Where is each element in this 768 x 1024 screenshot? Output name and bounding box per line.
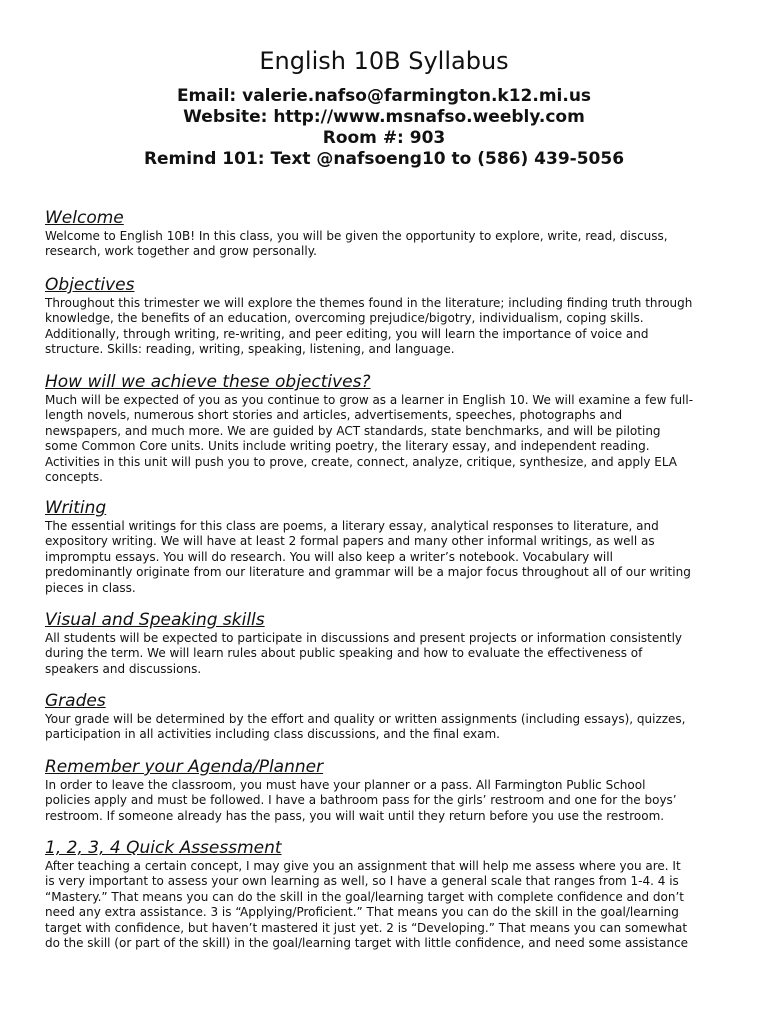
section-agenda-planner xyxy=(45,757,735,824)
section-visual-speaking xyxy=(45,610,735,677)
section-writing xyxy=(45,498,735,596)
email-line: Email: valerie.nafso@farmington.k12.mi.us xyxy=(176,86,592,106)
body-line: The essential writings for this class are poems, a literary essay, analytical responses to literature, and xyxy=(45,519,659,533)
section-grades xyxy=(45,691,735,743)
body-line: knowledge, the benefits of an education, overcoming prejudice/bigotry, individualism, coping skills. xyxy=(45,311,644,326)
body-line: Welcome to English 10B! In this class, you will be given the opportunity to explore, write, read, discuss, xyxy=(45,229,668,243)
section-heading: How will we achieve these objectives? xyxy=(45,372,371,392)
section-body xyxy=(45,859,735,951)
contact-block xyxy=(0,86,768,170)
body-line: Much will be expected of you as you continue to grow as a learner in English 10. We will examine a few full- xyxy=(45,393,694,407)
body-line: After teaching a certain concept, I may give you an assignment that will help me assess where you are. It xyxy=(45,859,681,873)
body-line: newspapers, and much more. We are guided by ACT standards, state benchmarks, and will be piloting xyxy=(45,423,661,438)
body-line: Your grade will be determined by the effort and quality or written assignments (including essays), quizzes, xyxy=(45,712,686,726)
section-body xyxy=(45,393,735,485)
section-body xyxy=(45,519,735,596)
body-line: concepts. xyxy=(45,470,103,485)
body-line: participation in all activities including class discussions, and the final exam. xyxy=(45,727,500,742)
body-line: impromptu essays. You will do research. You will also keep a writer’s notebook. Vocabulary will xyxy=(45,549,613,564)
body-line: policies apply and must be followed. I have a bathroom pass for the girls’ restroom and one for the boys’ xyxy=(45,793,677,808)
section-achieve xyxy=(45,372,735,485)
section-body xyxy=(45,229,735,260)
section-heading: Grades xyxy=(45,691,106,711)
section-heading: Remember your Agenda/Planner xyxy=(45,757,324,777)
body-line: during the term. We will learn rules about public speaking and how to evaluate the effectiveness of xyxy=(45,646,643,661)
section-body xyxy=(45,712,735,743)
body-line: need any extra assistance. 3 is “Applying/Proficient.” That means you can do the skill in the goal/learning xyxy=(45,905,679,920)
body-line: length novels, numerous short stories and articles, advertisements, speeches, photographs and xyxy=(45,408,623,423)
body-line: restroom. If someone already has the pass, you will wait until they return before you use the restroom. xyxy=(45,808,665,823)
body-line: structure. Skills: reading, writing, speaking, listening, and language. xyxy=(45,342,455,357)
section-body xyxy=(45,296,735,358)
section-welcome xyxy=(45,208,735,260)
body-line: some Common Core units. Units include writing poetry, the literary essay, and independent reading. xyxy=(45,439,650,454)
page-title: English 10B Syllabus xyxy=(259,47,509,75)
body-line: speakers and discussions. xyxy=(45,661,202,676)
body-line: Additionally, through writing, re-writing, and peer editing, you will learn the importance of voice and xyxy=(45,326,649,341)
section-heading: Writing xyxy=(45,498,107,518)
body-line: “Mastery.” That means you can do the skill in the goal/learning target with complete confidence and don’t xyxy=(45,889,685,904)
section-heading: 1, 2, 3, 4 Quick Assessment xyxy=(45,838,282,858)
body-line: pieces in class. xyxy=(45,580,136,595)
section-heading: Objectives xyxy=(45,275,135,295)
body-line: research, work together and grow personally. xyxy=(45,244,317,259)
body-line: predominantly originate from our literature and grammar will be a major focus throughout all of our writing xyxy=(45,565,691,580)
remind-line: Remind 101: Text @nafsoeng10 to (586) 439-5056 xyxy=(143,149,625,169)
section-body xyxy=(45,631,735,677)
section-heading: Visual and Speaking skills xyxy=(45,610,265,630)
body-line: target with confidence, but haven’t mastered it just yet. 2 is “Developing.” That means you can somewhat xyxy=(45,920,688,935)
body-line: expository writing. We will have at least 2 formal papers and many other informal writings, as well as xyxy=(45,534,655,549)
website-line: Website: http://www.msnafso.weebly.com xyxy=(183,107,585,127)
section-objectives xyxy=(45,275,735,358)
section-heading: Welcome xyxy=(45,208,124,228)
body-line: is very important to assess your own learning as well, so I have a general scale that ranges from 1-4. 4 is xyxy=(45,874,679,889)
body-line: Activities in this unit will push you to prove, create, connect, analyze, critique, synthesize, and apply ELA xyxy=(45,454,677,469)
body-line: do the skill (or part of the skill) in the goal/learning target with little confidence, and need some assistance xyxy=(45,936,689,951)
section-body xyxy=(45,778,735,824)
room-line: Room #: 903 xyxy=(322,128,446,148)
body-line: All students will be expected to participate in discussions and present projects or information consistently xyxy=(45,631,683,645)
body-line: In order to leave the classroom, you must have your planner or a pass. All Farmington Public School xyxy=(45,778,646,792)
body-line: Throughout this trimester we will explore the themes found in the literature; including finding truth through xyxy=(45,296,693,310)
section-quick-assessment xyxy=(45,838,735,951)
